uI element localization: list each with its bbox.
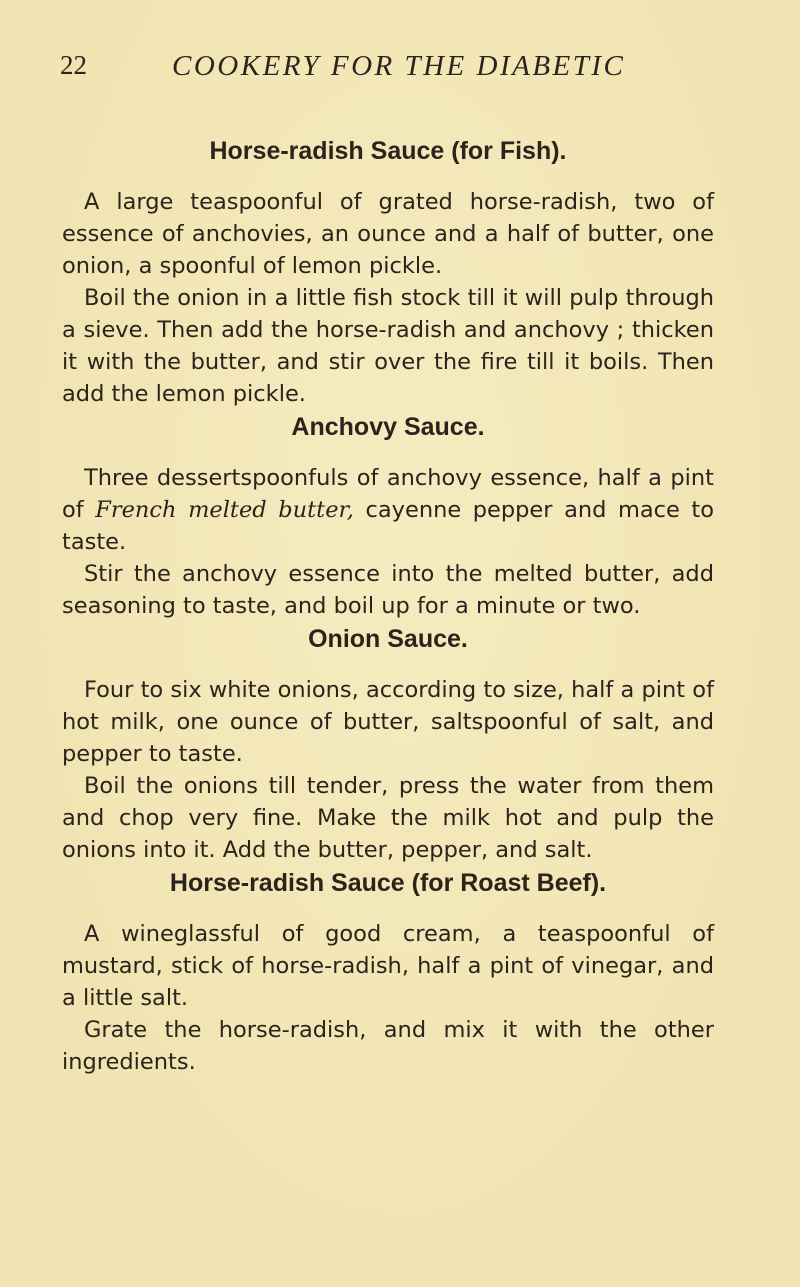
recipe-anchovy-sauce (62, 410, 714, 622)
recipe-horse-radish-sauce-fish (62, 134, 714, 410)
running-head (60, 50, 750, 90)
ingredients-text-start: Three dessertspoonfuls of anchovy essence, half a pint of (62, 465, 714, 523)
section-title: Onion Sauce. (308, 625, 468, 653)
ingredients-paragraph: A large teaspoonful of grated horse-radish, two of essence of anchovies, an ounce and a half of butter, one onion, a spoonful of lemon pickle. (62, 189, 714, 279)
section-title: Anchovy Sauce. (291, 413, 485, 441)
recipe-onion-sauce (62, 622, 714, 866)
ingredients-paragraph: Four to six white onions, according to size, half a pint of hot milk, one ounce of butter, saltspoonful of salt, and pepper to taste. (62, 677, 714, 767)
ingredients-italic-text: French melted butter, (95, 497, 354, 523)
page-number: 22 (60, 50, 87, 80)
ingredients-text-end: cayenne pepper and mace to taste. (62, 497, 715, 555)
ingredients-paragraph: A wineglassful of good cream, a teaspoonful of mustard, stick of horse-radish, half a pint of vinegar, and a little salt. (62, 921, 714, 1011)
ingredients-paragraph (62, 462, 714, 558)
method-paragraph: Boil the onion in a little fish stock till it will pulp through a sieve. Then add the horse-radish and anchovy ; thicken it with the butter, and stir over the fire till it boils. Then add the lemon pickle. (62, 285, 714, 407)
recipe-horse-radish-sauce-roast-beef (62, 866, 714, 1078)
page-content (62, 134, 714, 1078)
method-paragraph: Boil the onions till tender, press the water from them and chop very fine. Make the milk hot and pulp the onions into it. Add the butter, pepper, and salt. (62, 773, 714, 863)
running-title: COOKERY FOR THE DIABETIC (172, 50, 626, 82)
section-title: Horse-radish Sauce (for Roast Beef). (169, 869, 607, 897)
method-paragraph: Stir the anchovy essence into the melted butter, add seasoning to taste, and boil up for a minute or two. (62, 561, 714, 619)
method-paragraph: Grate the horse-radish, and mix it with the other ingredients. (62, 1017, 714, 1075)
section-title: Horse-radish Sauce (for Fish). (209, 137, 567, 165)
